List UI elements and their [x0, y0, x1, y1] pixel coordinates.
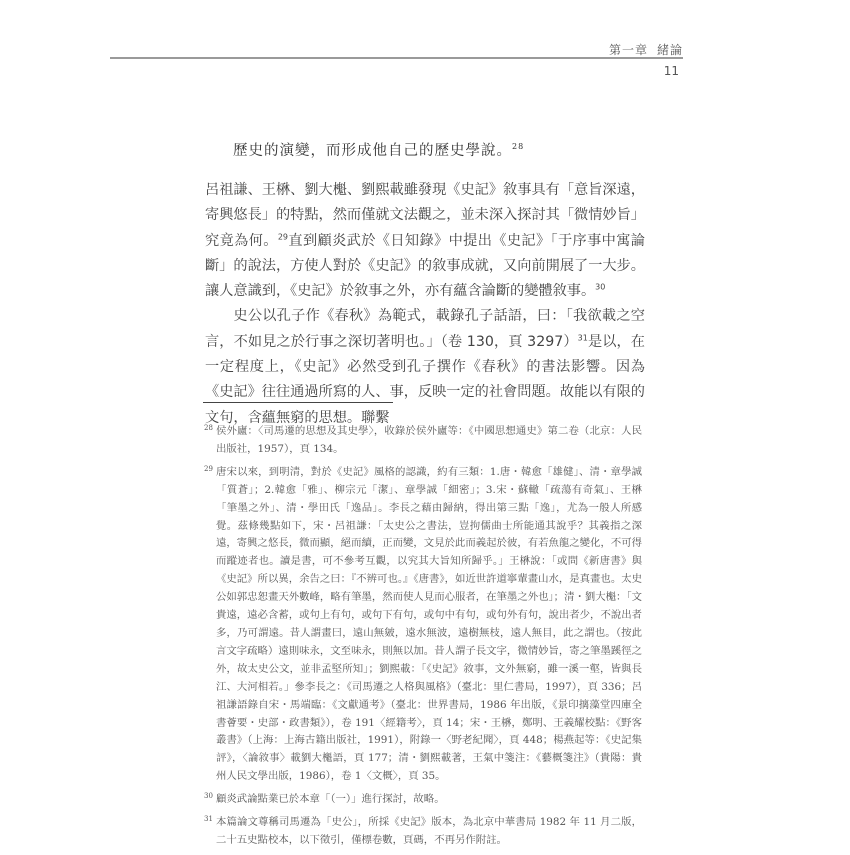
running-head: [609, 41, 683, 58]
footnote-text: 顧炎武論點業已於本章「（一）」進行探討，故略。: [216, 793, 445, 806]
footnote: [204, 791, 642, 809]
footnote-text: 侯外廬：〈司馬遷的思想及其史學〉，收錄於侯外廬等：《中國思想通史》第二卷（北京：人民出版社，1957），頁 134。: [216, 425, 642, 455]
footnote-text: 本篇論文尊稱司馬遷為「史公」，所採《史記》版本，為北京中華書局 1982 年 11 月二版，二十五史點校本，以下徵引，僅標卷數，頁碼，不再另作附註。: [216, 816, 642, 846]
section-label: 緒論: [656, 43, 683, 57]
footnote: [204, 464, 642, 786]
footnote: [204, 814, 642, 850]
footnote-number: 30: [204, 792, 213, 801]
chapter-label: 第一章: [608, 43, 648, 57]
footnote-separator: [203, 402, 393, 403]
paragraph-text: 直到顧炎武於《日知錄》中提出《史記》「于序事中寓論斷」的說法，方使人對於《史記》的敘事成就，又向前開展了一大步。讓人意識到，《史記》於敘事之外，亦有蘊含論斷的變體敘事。: [205, 232, 645, 300]
paragraph-text: 史公以孔子作《春秋》為範式，載錄孔子話語，曰：「我欲載之空言，不如見之於行事之深切著明也。」（卷 130，頁 3297）: [205, 308, 645, 350]
footnotes: [204, 423, 642, 855]
footnote-ref: 29: [277, 231, 289, 241]
page-number: 11: [663, 64, 679, 78]
footnote-number: 28: [204, 424, 213, 432]
footnote-number: 31: [204, 815, 213, 824]
paragraph-text: 呂祖謙、王楙、劉大櫆、劉熙載雖發現《史記》敘事具有「意旨深遠，寄興悠長」的特點，然而僅就文法觀之，並未深入探討其「微情妙旨」究竟為何。: [205, 182, 645, 249]
footnote: [204, 423, 642, 459]
body-paragraph: [205, 304, 645, 430]
block-quote-text: 歷史的演變，而形成他自己的歷史學說。: [233, 143, 512, 159]
body-paragraph: [205, 178, 645, 304]
paragraph-text: 是以，在一定程度上，《史記》必然受到孔子撰作《春秋》的書法影響。因為《史記》往往通過所寫的人、事，反映一定的社會問題。故能以有限的文句，含蘊無窮的思想。聯繫: [205, 333, 645, 426]
block-quote: [233, 139, 524, 160]
header-rule: [110, 57, 683, 59]
footnote-text: 唐宋以來，到明清，對於《史記》風格的認識，約有三類：1.唐・韓愈「雄健」、清・章學誠「質蒼」；2.韓愈「雅」、柳宗元「潔」、章學誠「細密」；3.宋・蘇轍「疏蕩有奇氣」、王楙「筆墨之外」、清・學田氏「逸品」。李長之藉由歸納，得出第三點「逸」，尤為一般人所感覺。茲條幾點如下，宋・呂祖謙：「太史公之書法，豈拘儒曲士所能通其說乎？其義指之深遠，寄興之悠長，微而顯，絕而續，正而變，文見於此而義起於彼，有若魚龍之變化，不可得而蹤迹者也。讀是書，可不參考互觀，以究其大旨知所歸乎。」王楙說：「或問《新唐書》與《史記》所以異，余告之曰：『不辨可也。』《唐書》，如近世許道寧輩畫山水，是真畫也。太史公如郭忠恕畫天外數峰，略有筆墨，然而使人見而心服者，在筆墨之外也」；清・劉大櫆：「文貴遠，遠必含蓄，或句上有句，或句下有句，或句中有句，或句外有句，說出者少，不說出者多，乃可謂遠。昔人謂畫曰，遠山無皴，遠水無波，遠樹無枝，遠人無目，此之謂也。（按此言文字疏略）遠則味永，文至味永，則無以加。昔人謂子長文字，微情妙旨，寄之筆墨蹊徑之外，故太史公文，並非孟堅所知」；劉熙載：「《史記》敘事，文外無窮，雖一溪一壑，皆與長江、大河相若。」參李長之：《司馬遷之人格與風格》（臺北：里仁書局，1997），頁 336；呂祖謙語錄自宋・馬端臨：《文獻通考》（臺北：世界書局，1986 年出版，《景印摛藻堂四庫全書薈要・史部・政書類》），卷 191〈經籍考〉，頁 14；宋・王楙，鄭明、王義耀校點：《野客叢書》（上海：上海古籍出版社，1991），附錄一〈野老紀聞〉，頁 448；楊燕起等：《史記集評》，〈論敘事〉載劉大櫆語，頁 177；清・劉熙載著，王氣中箋注：《藝概箋注》（貴陽：貴州人民文學出版，1986），卷 1〈文概〉，頁 35。: [216, 465, 643, 783]
footnote-ref: 30: [595, 282, 606, 292]
footnote-ref: 31: [577, 333, 588, 343]
footnote-number: 29: [204, 464, 213, 473]
footnote-ref: 28: [512, 142, 525, 152]
body-text: [205, 178, 645, 431]
